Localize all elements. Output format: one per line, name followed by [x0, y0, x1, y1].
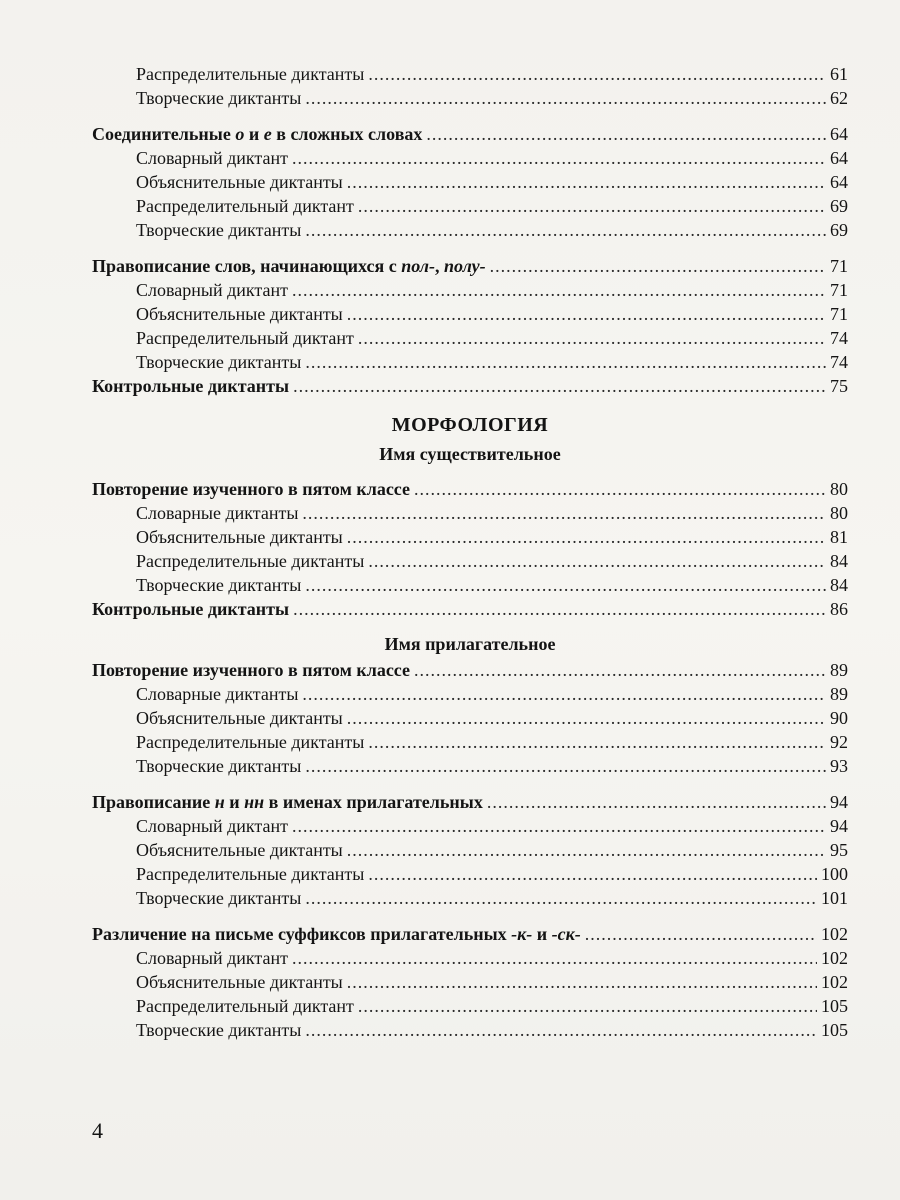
page-number: 62: [830, 88, 848, 108]
entry-label: Объяснительные диктанты: [136, 708, 343, 728]
toc-entry: [92, 170, 848, 194]
leader-dots: [305, 218, 826, 242]
toc-entry: [92, 62, 848, 86]
page-number: 71: [830, 304, 848, 324]
entry-label: Словарный диктант: [136, 280, 288, 300]
entry-label: Контрольные диктанты: [92, 599, 290, 619]
page-number: 102: [821, 972, 848, 992]
leader-dots: [302, 501, 826, 525]
page-number: 61: [830, 64, 848, 84]
page-number: 94: [830, 792, 848, 812]
entry-label: Объяснительные диктанты: [136, 172, 343, 192]
toc-entry: [92, 994, 848, 1018]
toc-entry: [92, 838, 848, 862]
entry-label: Правописание слов, начинающихся с пол-, полу-: [92, 256, 486, 276]
toc-section-heading: [92, 477, 848, 501]
entry-label: Распределительный диктант: [136, 996, 354, 1016]
entry-label: Различение на письме суффиксов прилагательных -к- и -ск-: [92, 924, 581, 944]
entry-label: Распределительные диктанты: [136, 551, 365, 571]
entry-label: Словарный диктант: [136, 948, 288, 968]
toc-entry: [92, 86, 848, 110]
entry-label: Словарный диктант: [136, 816, 288, 836]
leader-dots: [293, 374, 826, 398]
toc-entry: [92, 862, 848, 886]
toc-entry: [92, 814, 848, 838]
leader-dots: [347, 970, 817, 994]
toc-entry: [92, 754, 848, 778]
page-number: 75: [830, 376, 848, 396]
page-number: 80: [830, 503, 848, 523]
toc-entry: [92, 326, 848, 350]
page-number: 100: [821, 864, 848, 884]
page-number: 69: [830, 196, 848, 216]
page-number: 71: [830, 256, 848, 276]
page-number: 89: [830, 684, 848, 704]
toc-section-heading: [92, 922, 848, 946]
page-number: 95: [830, 840, 848, 860]
entry-label: Объяснительные диктанты: [136, 527, 343, 547]
page-number: 102: [821, 924, 848, 944]
page-number: 89: [830, 660, 848, 680]
table-of-contents: [92, 62, 848, 1042]
toc-section-heading: [92, 254, 848, 278]
entry-label: Словарный диктант: [136, 148, 288, 168]
page-number: 93: [830, 756, 848, 776]
page-number: 64: [830, 148, 848, 168]
chapter-title: Имя прилагательное: [384, 634, 556, 654]
leader-dots: [368, 549, 826, 573]
entry-label: Творческие диктанты: [136, 88, 302, 108]
page-number: 92: [830, 732, 848, 752]
page-number: 74: [830, 352, 848, 372]
part-title: МОРФОЛОГИЯ: [391, 414, 549, 436]
toc-entry: [92, 350, 848, 374]
entry-label: Распределительные диктанты: [136, 864, 365, 884]
toc-section-heading: [92, 658, 848, 682]
toc-entry: [92, 886, 848, 910]
leader-dots: [368, 862, 817, 886]
leader-dots: [347, 525, 826, 549]
toc-entry: [92, 302, 848, 326]
toc-entry: [92, 1018, 848, 1042]
page-number: 105: [821, 1020, 848, 1040]
entry-label: Повторение изученного в пятом классе: [92, 660, 411, 680]
leader-dots: [414, 477, 826, 501]
toc-entry: [92, 706, 848, 730]
leader-dots: [358, 994, 817, 1018]
leader-dots: [292, 946, 817, 970]
entry-label: Творческие диктанты: [136, 756, 302, 776]
entry-label: Объяснительные диктанты: [136, 840, 343, 860]
page-number: 94: [830, 816, 848, 836]
entry-label: Объяснительные диктанты: [136, 972, 343, 992]
leader-dots: [292, 146, 826, 170]
leader-dots: [292, 278, 826, 302]
leader-dots: [414, 658, 826, 682]
toc-entry: [92, 501, 848, 525]
leader-dots: [585, 922, 817, 946]
leader-dots: [358, 194, 826, 218]
toc-entry: [92, 730, 848, 754]
toc-section-heading: [92, 597, 848, 621]
entry-label: Творческие диктанты: [136, 220, 302, 240]
entry-label: Словарные диктанты: [136, 503, 299, 523]
page-number: 64: [830, 124, 848, 144]
folio-page-number: 4: [92, 1118, 103, 1143]
page-number: 64: [830, 172, 848, 192]
leader-dots: [368, 730, 826, 754]
leader-dots: [305, 886, 817, 910]
leader-dots: [368, 62, 826, 86]
page-number: 86: [830, 599, 848, 619]
leader-dots: [305, 1018, 817, 1042]
leader-dots: [305, 573, 826, 597]
leader-dots: [302, 682, 826, 706]
leader-dots: [347, 706, 826, 730]
entry-label: Творческие диктанты: [136, 352, 302, 372]
leader-dots: [358, 326, 826, 350]
entry-label: Контрольные диктанты: [92, 376, 290, 396]
toc-entry: [92, 946, 848, 970]
entry-label: Повторение изученного в пятом классе: [92, 479, 411, 499]
toc-section-heading: [92, 122, 848, 146]
page-number: 71: [830, 280, 848, 300]
entry-label: Объяснительные диктанты: [136, 304, 343, 324]
page-number: 80: [830, 479, 848, 499]
toc-entry: [92, 278, 848, 302]
toc-entry: [92, 549, 848, 573]
entry-label: Соединительные о и е в сложных словах: [92, 124, 423, 144]
leader-dots: [347, 838, 826, 862]
page-number: 105: [821, 996, 848, 1016]
page-number: 69: [830, 220, 848, 240]
leader-dots: [305, 350, 826, 374]
toc-section-heading: [92, 374, 848, 398]
chapter-title: Имя существительное: [379, 444, 561, 464]
page-number: 74: [830, 328, 848, 348]
entry-label: Правописание н и нн в именах прилагательных: [92, 792, 483, 812]
entry-label: Творческие диктанты: [136, 1020, 302, 1040]
toc-entry: [92, 194, 848, 218]
page-number: 84: [830, 575, 848, 595]
leader-dots: [305, 86, 826, 110]
leader-dots: [293, 597, 826, 621]
toc-entry: [92, 970, 848, 994]
page-number: 101: [821, 888, 848, 908]
leader-dots: [347, 170, 826, 194]
leader-dots: [487, 790, 826, 814]
leader-dots: [426, 122, 826, 146]
toc-entry: [92, 573, 848, 597]
page-number: 84: [830, 551, 848, 571]
toc-entry: [92, 218, 848, 242]
page-number: 81: [830, 527, 848, 547]
toc-section-heading: [92, 790, 848, 814]
entry-label: Распределительный диктант: [136, 328, 354, 348]
entry-label: Распределительные диктанты: [136, 64, 365, 84]
entry-label: Распределительный диктант: [136, 196, 354, 216]
entry-label: Творческие диктанты: [136, 575, 302, 595]
entry-label: Творческие диктанты: [136, 888, 302, 908]
toc-entry: [92, 146, 848, 170]
page-number: 102: [821, 948, 848, 968]
entry-label: Словарные диктанты: [136, 684, 299, 704]
toc-entry: [92, 525, 848, 549]
toc-entry: [92, 682, 848, 706]
leader-dots: [490, 254, 826, 278]
page-number: 90: [830, 708, 848, 728]
leader-dots: [292, 814, 826, 838]
leader-dots: [305, 754, 826, 778]
leader-dots: [347, 302, 826, 326]
entry-label: Распределительные диктанты: [136, 732, 365, 752]
